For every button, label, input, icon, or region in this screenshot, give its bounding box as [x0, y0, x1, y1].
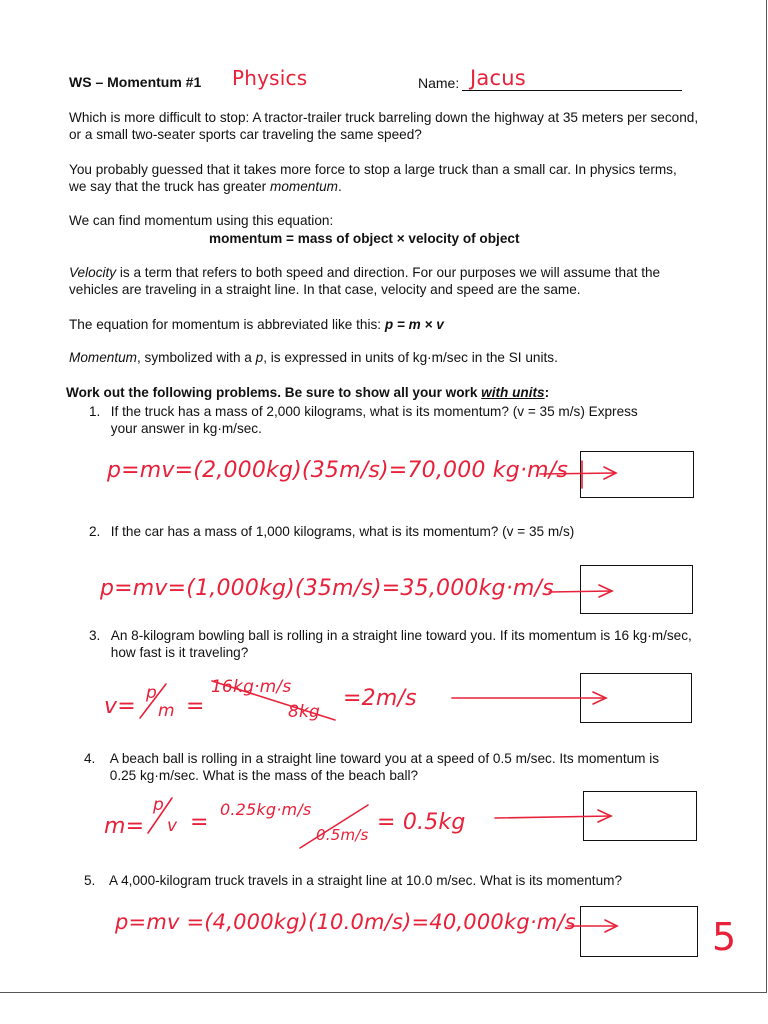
problem-question: If the truck has a mass of 2,000 kilograms, what is its momentum? (v = 35 m/s) Express your answer in kg·m/sec. [110, 404, 638, 436]
answer-work-3-num: 16kg·m/s [211, 677, 292, 697]
problem-number: 4. [84, 751, 96, 766]
name-label: Name: [418, 75, 460, 91]
answer-work-3-start: v= [104, 694, 136, 719]
answer-work-3-result: =2m/s [343, 686, 417, 711]
problem-question: If the car has a mass of 1,000 kilograms, what is its momentum? (v = 35 m/s) [110, 524, 575, 539]
intro-p2-end: . [338, 179, 342, 194]
answer-work-3-eq: = [186, 694, 205, 719]
handwritten-score: 5 [712, 915, 737, 959]
answer-work-1: p=mv=(2,000kg)(35m/s)=70,000 kg·m/s [107, 458, 569, 483]
answer-work-3-den: 8kg [288, 702, 321, 722]
answer-work-4-num: 0.25kg·m/s [220, 800, 312, 819]
problem-5 [84, 872, 704, 889]
answer-work-3-frac-top: p [146, 683, 157, 703]
answer-work-4-frac-top: p [153, 795, 164, 815]
instructions-text: Work out the following problems. Be sure to show all your work [66, 385, 482, 400]
intro-paragraph-6 [69, 349, 558, 366]
handwritten-name: Jacus [470, 66, 526, 90]
answer-work-4-result: = 0.5kg [377, 810, 466, 835]
intro-p2-text: You probably guessed that it takes more force to stop a large truck than a small car. In physics terms, we say that the truck has greater [69, 162, 677, 194]
answer-box-5[interactable] [580, 906, 698, 957]
answer-work-3-frac-bot: m [158, 701, 175, 721]
problem-3 [89, 627, 699, 661]
problem-number: 1. [89, 404, 101, 419]
problem-number: 3. [89, 628, 101, 643]
answer-work-4-den: 0.5m/s [316, 826, 369, 844]
p-symbol: p [255, 350, 264, 365]
worksheet-title: WS – Momentum #1 [69, 74, 202, 90]
instructions [66, 384, 549, 401]
answer-work-4-frac-bot: v [167, 816, 178, 836]
answer-work-5: p=mv =(4,000kg)(10.0m/s)=40,000kg·m/s [115, 910, 576, 934]
intro-paragraph-1: Which is more difficult to stop: A tractor-trailer truck barreling down the highway at 35 meters per second, or a small two-seater sports car traveling the same speed? [69, 110, 699, 142]
problem-question: An 8-kilogram bowling ball is rolling in a straight line toward you. If its momentum is 16 kg·m/sec, how fast is it traveling? [110, 628, 692, 660]
problem-4 [84, 750, 694, 784]
answer-box-4[interactable] [583, 791, 697, 841]
instructions-end: : [544, 385, 550, 400]
answer-work-4-eq: = [190, 810, 209, 835]
problem-question: A beach ball is rolling in a straight line toward you at a speed of 0.5 m/sec. Its momentum is 0.25 kg·m/sec. What is the mass of the beach ball? [109, 751, 660, 783]
intro-paragraph-3: We can find momentum using this equation: [69, 213, 334, 228]
intro-p6-text: , symbolized with a [137, 350, 256, 365]
momentum-equation: momentum = mass of object × velocity of object [209, 231, 520, 246]
problem-number: 2. [89, 524, 101, 539]
intro-p5-text: The equation for momentum is abbreviated like this: [69, 317, 382, 332]
answer-box-1[interactable] [580, 451, 694, 498]
answer-work-2: p=mv=(1,000kg)(35m/s)=35,000kg·m/s [100, 576, 554, 601]
problem-question: A 4,000-kilogram truck travels in a straight line at 10.0 m/sec. What is its momentum? [109, 873, 623, 888]
intro-paragraph-4 [69, 264, 699, 298]
answer-work-4-start: m= [104, 814, 145, 839]
intro-paragraph-2 [69, 161, 689, 195]
velocity-term: Velocity [69, 265, 117, 280]
problem-1 [89, 403, 669, 437]
instructions-underlined: with units [481, 385, 545, 400]
intro-p6-end: , is expressed in units of kg·m/sec in the SI units. [263, 350, 558, 365]
handwritten-subject: Physics [232, 66, 308, 90]
answer-box-3[interactable] [580, 673, 692, 723]
problem-number: 5. [84, 873, 96, 888]
name-line [462, 90, 682, 91]
momentum-term: Momentum [69, 350, 137, 365]
abbreviated-equation: p = m × v [384, 317, 444, 332]
problem-2 [89, 523, 669, 540]
intro-p2-emphasis: momentum [270, 179, 338, 194]
intro-paragraph-5 [69, 316, 444, 333]
answer-box-2[interactable] [580, 565, 693, 614]
intro-p4-text: is a term that refers to both speed and direction. For our purposes we will assume that the vehicles are traveling in a straight line. In that case, velocity and speed are the same. [69, 265, 661, 297]
